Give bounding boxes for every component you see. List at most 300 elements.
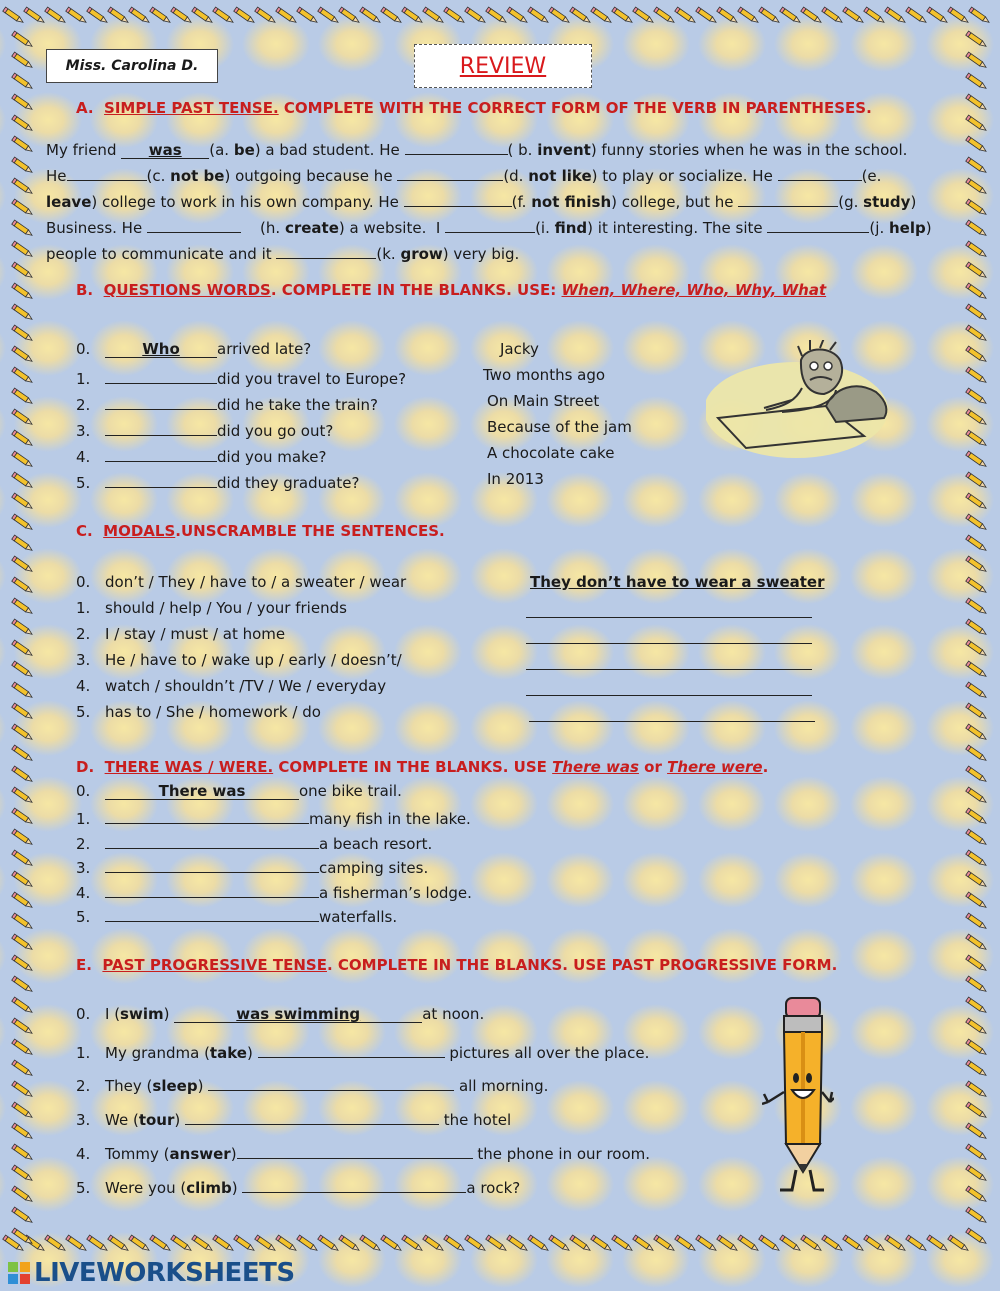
section-a-line-2: He (c. not be) outgoing because he (d. not like) to play or socialize. He (e.: [46, 163, 881, 185]
section-instructions: . COMPLETE IN THE BLANKS. USE:: [270, 281, 562, 299]
pencil-icon: [12, 892, 34, 909]
pencil-icon: [966, 115, 988, 132]
item-number: 5.: [76, 1179, 91, 1197]
pencil-icon: [966, 1123, 988, 1140]
verb-base: climb: [186, 1179, 232, 1197]
pencil-icon: [966, 136, 988, 153]
pencil-icon: [759, 7, 781, 24]
pencil-icon: [12, 829, 34, 846]
there-was-row: [76, 904, 397, 926]
pencil-icon: [171, 1235, 193, 1252]
pencil-icon: [966, 913, 988, 930]
answer-blank[interactable]: [738, 189, 838, 207]
pencil-icon: [12, 493, 34, 510]
pencil-icon: [465, 1235, 487, 1252]
pencil-icon: [633, 1235, 655, 1252]
question-row: [76, 470, 359, 492]
pencil-icon: [234, 1235, 256, 1252]
answer-blank[interactable]: [105, 418, 217, 436]
pencil-border-right: [962, 0, 992, 1260]
answer-blank[interactable]: [237, 1141, 473, 1159]
sentence-rest: at noon.: [422, 1005, 485, 1023]
pencil-icon: [966, 892, 988, 909]
pencil-icon: [12, 661, 34, 678]
pencil-icon: [966, 94, 988, 111]
pencil-icon: [966, 367, 988, 384]
question-text: did you make?: [217, 448, 327, 466]
progressive-row: [76, 1141, 650, 1163]
answer-blank[interactable]: [105, 806, 309, 824]
item-number: 1.: [76, 810, 91, 829]
sentence-start: I (: [105, 1005, 121, 1023]
answer-blank[interactable]: [276, 241, 376, 259]
answer-blank[interactable]: [258, 1040, 445, 1058]
item-number: 0.: [76, 782, 91, 800]
section-a-line-4: Business. He (h. create) a website. I (i. find) it interesting. The site (j. help): [46, 215, 932, 237]
question-row: [76, 392, 378, 414]
sentence-paren: ): [231, 1179, 243, 1197]
pencil-icon: [966, 157, 988, 174]
pencil-icon: [339, 7, 361, 24]
answer-blank[interactable]: [778, 163, 862, 181]
pencil-icon: [966, 1186, 988, 1203]
reply-text: On Main Street: [487, 392, 600, 410]
pencil-border-bottom: [0, 1232, 1000, 1256]
pencil-icon: [966, 829, 988, 846]
answer-blank[interactable]: [445, 215, 535, 233]
pencil-icon: [966, 73, 988, 90]
pencil-icon: [12, 472, 34, 489]
pencil-icon: [759, 1235, 781, 1252]
answer-blank[interactable]: [105, 444, 217, 462]
verb-base: sleep: [152, 1077, 198, 1095]
word-bank: When, Where, Who, Why, What: [561, 281, 827, 299]
answer-blank[interactable]: was: [121, 141, 209, 159]
answer-line[interactable]: [526, 669, 812, 670]
pencil-icon: [966, 766, 988, 783]
pencil-icon: [297, 7, 319, 24]
answer-line[interactable]: [529, 721, 815, 722]
pencil-icon: [966, 325, 988, 342]
scrambled-words: I / stay / must / at home: [105, 625, 286, 643]
pencil-icon: [12, 1228, 34, 1245]
section-a-line-1: My friend was (a. be) a bad student. He ( b. invent) funny stories when he was in the school.: [46, 137, 907, 159]
pencil-icon: [12, 934, 34, 951]
pencil-icon: [12, 1102, 34, 1119]
item-number: 4.: [76, 883, 91, 902]
item-number: 1.: [76, 1044, 91, 1062]
pencil-icon: [966, 31, 988, 48]
pencil-icon: [885, 7, 907, 24]
pencil-icon: [966, 556, 988, 573]
pencil-icon: [966, 640, 988, 657]
pencil-icon: [570, 1235, 592, 1252]
item-number: 3.: [76, 1111, 91, 1129]
pencil-icon: [966, 472, 988, 489]
pencil-icon: [465, 7, 487, 24]
item-number: 3.: [76, 422, 91, 440]
answer-blank[interactable]: There was: [105, 782, 299, 800]
pencil-icon: [966, 493, 988, 510]
section-a-heading: [76, 99, 872, 117]
pencil-icon: [12, 388, 34, 405]
pencil-icon: [12, 283, 34, 300]
reply-text: A chocolate cake: [487, 444, 615, 462]
item-number: 0.: [76, 1005, 91, 1023]
pencil-icon: [12, 724, 34, 741]
pencil-icon: [966, 934, 988, 951]
pencil-icon: [675, 7, 697, 24]
verb-base: take: [209, 1044, 247, 1062]
sentence-paren: ): [246, 1044, 258, 1062]
sentence-rest: waterfalls.: [319, 908, 398, 926]
scrambled-words: has to / She / homework / do: [105, 703, 321, 721]
section-letter: A.: [76, 99, 94, 117]
pencil-icon: [12, 1207, 34, 1224]
item-number: 4.: [76, 448, 91, 466]
sentence-start: My grandma (: [105, 1044, 210, 1062]
pencil-icon: [12, 598, 34, 615]
pencil-icon: [12, 325, 34, 342]
pencil-icon: [12, 682, 34, 699]
pencil-icon: [966, 283, 988, 300]
pencil-icon: [966, 1228, 988, 1245]
pencil-icon: [966, 262, 988, 279]
pencil-icon: [87, 7, 109, 24]
pencil-icon: [12, 31, 34, 48]
scramble-row: [76, 599, 347, 617]
pencil-icon: [297, 1235, 319, 1252]
pencil-icon: [12, 1039, 34, 1056]
section-instructions: COMPLETE IN THE BLANKS. USE: [273, 758, 553, 776]
section-c-heading: [76, 522, 445, 540]
pencil-icon: [738, 7, 760, 24]
section-letter: D.: [76, 758, 95, 776]
scrambled-words: He / have to / wake up / early / doesn’t/: [105, 651, 402, 669]
pencil-icon: [12, 913, 34, 930]
pencil-icon: [966, 976, 988, 993]
pencil-icon: [780, 7, 802, 24]
pencil-icon: [423, 1235, 445, 1252]
pencil-icon: [864, 1235, 886, 1252]
pencil-icon: [549, 1235, 571, 1252]
pencil-icon: [360, 1235, 382, 1252]
sentence-rest: the hotel: [439, 1111, 512, 1129]
pencil-icon: [213, 1235, 235, 1252]
sentence-rest: the phone in our room.: [472, 1145, 651, 1163]
pencil-icon: [12, 976, 34, 993]
pencil-icon: [885, 1235, 907, 1252]
pencil-icon: [966, 1060, 988, 1077]
pencil-icon: [66, 1235, 88, 1252]
pencil-icon: [966, 724, 988, 741]
reply-text: Because of the jam: [487, 418, 632, 436]
pencil-icon: [966, 682, 988, 699]
section-a-line-3: leave) college to work in his own company. He (f. not finish) college, but he (g. study): [46, 189, 916, 211]
pencil-icon: [12, 241, 34, 258]
item-number: 0.: [76, 340, 91, 358]
liveworksheets-logo[interactable]: LIVEWORKSHEETS: [34, 1258, 295, 1288]
pencil-icon: [696, 1235, 718, 1252]
answer-blank[interactable]: [767, 215, 869, 233]
pencil-icon: [966, 451, 988, 468]
answer-blank[interactable]: [405, 137, 508, 155]
pencil-icon: [507, 7, 529, 24]
verb-base: answer: [169, 1145, 231, 1163]
pencil-icon: [255, 7, 277, 24]
example-answer: They don’t have to wear a sweater: [530, 573, 825, 591]
progressive-row: [76, 1107, 511, 1129]
pencil-icon: [12, 577, 34, 594]
pencil-icon: [654, 1235, 676, 1252]
pencil-border-top: [0, 0, 1000, 30]
sentence-start: Were you (: [105, 1179, 187, 1197]
sentence-paren: ): [230, 1145, 237, 1163]
answer-blank[interactable]: [404, 189, 512, 207]
pencil-icon: [12, 1165, 34, 1182]
pencil-icon: [12, 157, 34, 174]
pencil-icon: [966, 514, 988, 531]
answer-blank[interactable]: Who: [105, 340, 217, 358]
pencil-icon: [276, 1235, 298, 1252]
sentence-start: We (: [105, 1111, 139, 1129]
pencil-icon: [591, 7, 613, 24]
pencil-icon: [966, 955, 988, 972]
item-number: 1.: [76, 370, 91, 388]
pencil-icon: [966, 304, 988, 321]
question-row: [76, 366, 406, 388]
pencil-icon: [12, 199, 34, 216]
pencil-icon: [717, 7, 739, 24]
pencil-icon: [381, 1235, 403, 1252]
verb-base: tour: [138, 1111, 175, 1129]
pencil-icon: [444, 7, 466, 24]
pencil-icon: [12, 556, 34, 573]
pencil-icon: [822, 1235, 844, 1252]
question-text: did you go out?: [217, 422, 334, 440]
pencil-icon: [12, 73, 34, 90]
pencil-icon: [12, 787, 34, 804]
pencil-icon: [966, 598, 988, 615]
reply-text: Jacky: [500, 340, 539, 358]
pencil-icon: [966, 388, 988, 405]
pencil-icon: [966, 808, 988, 825]
question-text: did he take the train?: [217, 396, 378, 414]
pencil-icon: [12, 94, 34, 111]
pencil-icon: [12, 409, 34, 426]
pencil-character-illustration: [762, 994, 834, 1194]
pencil-icon: [12, 367, 34, 384]
pencil-icon: [612, 7, 634, 24]
pencil-icon: [966, 241, 988, 258]
pencil-icon: [12, 703, 34, 720]
section-e-heading: [76, 956, 837, 974]
pencil-icon: [12, 1144, 34, 1161]
pencil-icon: [423, 7, 445, 24]
pencil-icon: [12, 640, 34, 657]
pencil-icon: [87, 1235, 109, 1252]
pencil-icon: [12, 997, 34, 1014]
pencil-icon: [12, 451, 34, 468]
pencil-icon: [966, 1165, 988, 1182]
sentence-rest: a beach resort.: [319, 834, 433, 853]
answer-blank[interactable]: [185, 1107, 439, 1125]
item-number: 5.: [76, 703, 91, 721]
scrambled-words: watch / shouldn’t /TV / We / everyday: [105, 677, 387, 695]
pencil-icon: [966, 703, 988, 720]
scramble-row: [76, 625, 285, 643]
question-row: [76, 444, 326, 466]
section-instructions: COMPLETE WITH THE CORRECT FORM OF THE VERB IN PARENTHESES.: [278, 99, 872, 117]
pencil-icon: [717, 1235, 739, 1252]
pencil-icon: [402, 7, 424, 24]
pencil-icon: [966, 535, 988, 552]
pencil-icon: [822, 7, 844, 24]
item-number: 2.: [76, 625, 91, 643]
pencil-icon: [801, 7, 823, 24]
pencil-icon: [591, 1235, 613, 1252]
pencil-border-left: [8, 0, 38, 1260]
page-title: REVIEW: [414, 44, 592, 88]
section-letter: C.: [76, 522, 93, 540]
answer-line[interactable]: [526, 643, 812, 644]
pencil-icon: [192, 7, 214, 24]
pencil-icon: [150, 1235, 172, 1252]
pencil-icon: [12, 1081, 34, 1098]
scramble-row: [76, 677, 386, 695]
pencil-icon: [966, 661, 988, 678]
pencil-icon: [966, 1207, 988, 1224]
heading-end: .: [762, 758, 769, 776]
item-number: 1.: [76, 599, 91, 617]
item-number: 2.: [76, 834, 91, 853]
pencil-icon: [612, 1235, 634, 1252]
pencil-icon: [966, 178, 988, 195]
pencil-icon: [45, 1235, 67, 1252]
there-was-row: [76, 880, 472, 902]
answer-blank[interactable]: [105, 880, 319, 898]
pencil-icon: [12, 850, 34, 867]
answer-line[interactable]: [526, 695, 812, 696]
pencil-icon: [12, 304, 34, 321]
section-b-heading: [76, 281, 826, 299]
pencil-icon: [12, 52, 34, 69]
pencil-icon: [966, 850, 988, 867]
progressive-row: [76, 1005, 484, 1023]
item-number: 4.: [76, 677, 91, 695]
scramble-row: [76, 573, 406, 591]
pencil-icon: [129, 7, 151, 24]
there-was-row: [76, 782, 402, 800]
pencil-icon: [927, 7, 949, 24]
there-was-row: [76, 855, 428, 877]
option-there-were: There were: [667, 758, 763, 776]
answer-blank[interactable]: [67, 163, 147, 181]
answer-blank[interactable]: [105, 470, 217, 488]
section-topic: MODALS: [103, 522, 176, 540]
pencil-icon: [966, 745, 988, 762]
option-there-was: There was: [552, 758, 639, 776]
answer-blank[interactable]: [105, 392, 217, 410]
answer-line[interactable]: [526, 617, 812, 618]
item-number: 2.: [76, 396, 91, 414]
answer-blank[interactable]: [242, 1175, 466, 1193]
pencil-icon: [528, 1235, 550, 1252]
answer-blank[interactable]: was swimming: [174, 1005, 422, 1023]
scramble-row: [76, 651, 402, 669]
answer-blank[interactable]: [105, 366, 217, 384]
pencil-icon: [675, 1235, 697, 1252]
pencil-icon: [966, 1144, 988, 1161]
scrambled-words: don’t / They / have to / a sweater / wear: [105, 573, 407, 591]
pencil-icon: [966, 577, 988, 594]
scramble-row: [76, 703, 321, 721]
section-topic: PAST PROGRESSIVE TENSE: [102, 956, 327, 974]
pencil-icon: [12, 430, 34, 447]
there-was-row: [76, 806, 471, 828]
item-number: 0.: [76, 573, 91, 591]
writing-man-illustration: [706, 340, 892, 460]
sentence-rest: a rock?: [466, 1179, 521, 1197]
pencil-icon: [45, 7, 67, 24]
pencil-icon: [507, 1235, 529, 1252]
pencil-icon: [966, 199, 988, 216]
answer-blank[interactable]: [105, 855, 319, 873]
option-separator: or: [638, 758, 668, 776]
pencil-icon: [966, 871, 988, 888]
pencil-icon: [12, 808, 34, 825]
section-instructions: .UNSCRAMBLE THE SENTENCES.: [175, 522, 445, 540]
pencil-icon: [444, 1235, 466, 1252]
sentence-paren: ): [197, 1077, 209, 1095]
pencil-icon: [12, 136, 34, 153]
pencil-icon: [12, 220, 34, 237]
answer-blank[interactable]: [147, 215, 241, 233]
verb-base: swim: [120, 1005, 164, 1023]
item-number: 5.: [76, 474, 91, 492]
item-number: 3.: [76, 651, 91, 669]
answer-blank[interactable]: [105, 904, 319, 922]
pencil-icon: [966, 346, 988, 363]
answer-blank[interactable]: [208, 1073, 454, 1091]
sentence-paren: ): [163, 1005, 175, 1023]
pencil-icon: [318, 1235, 340, 1252]
pencil-icon: [843, 1235, 865, 1252]
there-was-row: [76, 831, 432, 853]
answer-blank[interactable]: [105, 831, 319, 849]
pencil-icon: [12, 1060, 34, 1077]
pencil-icon: [129, 1235, 151, 1252]
pencil-icon: [738, 1235, 760, 1252]
answer-blank[interactable]: [397, 163, 503, 181]
section-letter: B.: [76, 281, 94, 299]
sentence-start: Tommy (: [105, 1145, 170, 1163]
pencil-icon: [927, 1235, 949, 1252]
liveworksheets-logo-icon: [8, 1262, 30, 1284]
section-d-heading: [76, 758, 768, 776]
section-topic: THERE WAS / WERE.: [104, 758, 274, 776]
pencil-icon: [12, 1018, 34, 1035]
pencil-icon: [864, 7, 886, 24]
item-number: 5.: [76, 908, 91, 926]
pencil-icon: [549, 7, 571, 24]
section-topic: SIMPLE PAST TENSE.: [104, 99, 279, 117]
reply-text: Two months ago: [483, 366, 606, 384]
pencil-icon: [570, 7, 592, 24]
pencil-icon: [966, 52, 988, 69]
reply-text: In 2013: [487, 470, 544, 488]
pencil-icon: [966, 1102, 988, 1119]
